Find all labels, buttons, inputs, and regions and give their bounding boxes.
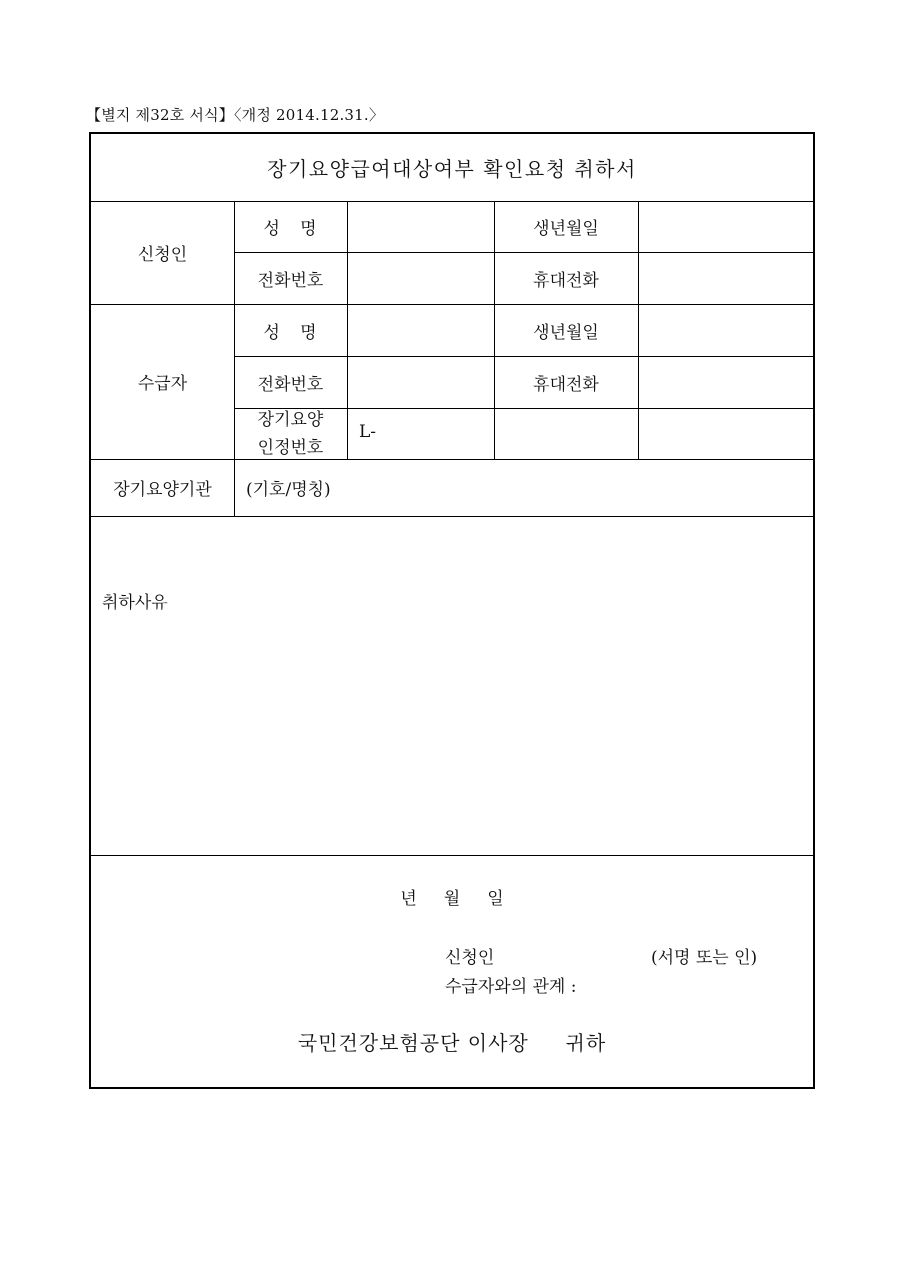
recipient-name-field[interactable]	[347, 304, 494, 356]
applicant-mobile-field[interactable]	[638, 252, 813, 304]
sign-or-seal-note: (서명 또는 인)	[651, 948, 758, 968]
applicant-birth-label: 생년월일	[533, 219, 599, 239]
recipient-extra-cell	[494, 408, 638, 459]
institution-field[interactable]: (기호/명칭)	[246, 480, 331, 500]
reason-area[interactable]	[91, 516, 813, 855]
relation-label: 수급자와의 관계 :	[445, 977, 577, 997]
recipient-section-label: 수급자	[137, 374, 188, 394]
date-line: 년 월 일	[400, 889, 504, 909]
recipient-cert-field[interactable]: L-	[359, 422, 377, 442]
recipient-mobile-field[interactable]	[638, 356, 813, 408]
divider	[91, 855, 813, 856]
applicant-phone-label: 전화번호	[257, 270, 324, 291]
form-number-note: 【별지 제32호 서식】〈개정 2014.12.31.〉	[86, 106, 385, 124]
applicant-section-label: 신청인	[137, 245, 188, 265]
applicant-name-label: 성 명	[263, 219, 318, 239]
recipient-phone-label: 전화번호	[257, 374, 324, 395]
reason-label: 취하사유	[102, 593, 168, 613]
recipient-extra-cell	[638, 408, 813, 459]
cert-label-line1: 장기요양	[257, 409, 324, 430]
form-title: 장기요양급여대상여부 확인요청 취하서	[267, 157, 637, 181]
applicant-phone-field[interactable]	[347, 252, 494, 304]
recipient-birth-label: 생년월일	[533, 322, 599, 343]
applicant-name-field[interactable]	[347, 201, 494, 252]
cert-label-line2: 인정번호	[257, 437, 324, 458]
recipient-birth-field[interactable]	[638, 304, 813, 356]
recipient-mobile-label: 휴대전화	[533, 374, 599, 395]
addressee: 국민건강보험공단 이사장 귀하	[297, 1031, 607, 1055]
recipient-name-label: 성 명	[263, 322, 318, 343]
withdrawal-form	[89, 132, 815, 1089]
recipient-phone-field[interactable]	[347, 356, 494, 408]
recipient-cert-label	[234, 408, 347, 459]
signer-label: 신청인	[445, 948, 495, 968]
institution-label: 장기요양기관	[113, 480, 212, 500]
applicant-mobile-label: 휴대전화	[533, 270, 599, 291]
applicant-birth-field[interactable]	[638, 201, 813, 252]
